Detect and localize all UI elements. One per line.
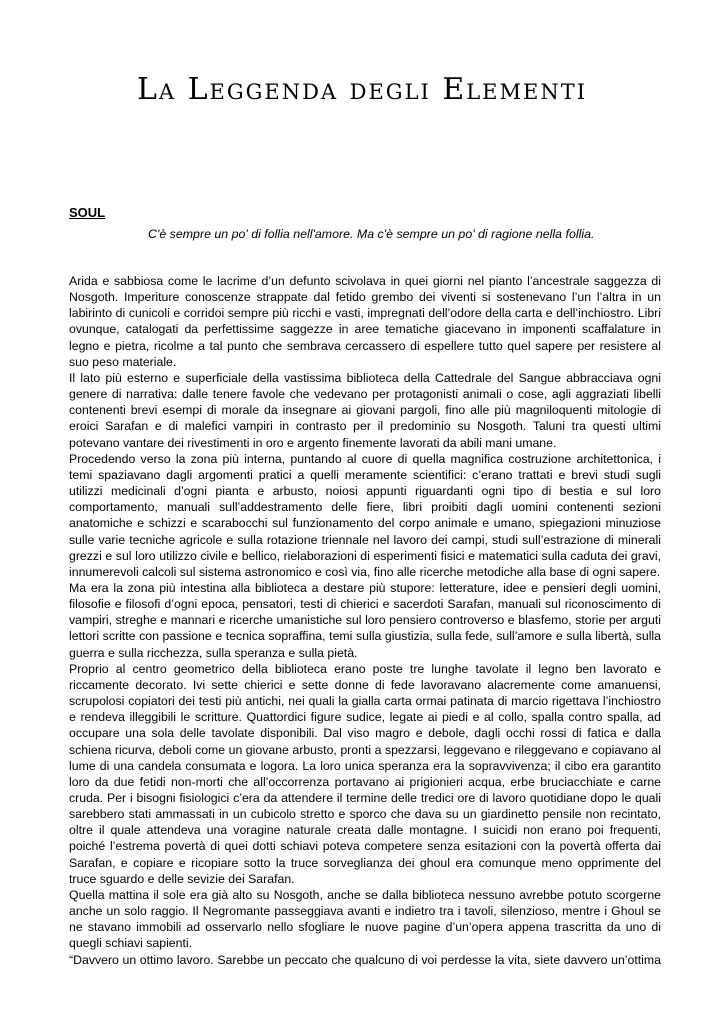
paragraph: Arida e sabbiosa come le lacrime d’un defunto scivolava in quei giorni nel pianto l’ancestrale saggezza di Nosgoth. Imperiture conoscenze strappate dal fetido grembo dei viventi si sostenevano l’un l’altra in un labirinto di cunicoli e corridoi sempre più ricchi e vasti, impregnati dell’odore della carta e dell’inchiostro. Libri ovunque, catalogati da perfettissime saggezze in aree tematiche giacevano in imponenti scaffalature in legno e pietra, ricolme a tal punto che sembrava cercassero di espellere tutto quel sapere per resistere al suo peso materiale. (69, 274, 661, 369)
paragraph: Ma era la zona più intestina alla biblioteca a destare più stupore: letterature, idee e pensieri degli uomini, filosofie e filosofi d’ogni epoca, pensatori, testi di chierici e sacerdoti Sarafan, manuali sul riconoscimento di vampiri, streghe e mannari e ricerche umanistiche sul loro pensiero controverso e blasfemo, storie per arguti lettori scritte con passione e tecnica sopraffina, temi sulla giustizia, sulla fede, sull’amore e sulla libertà, sulla guerra e sulla ricchezza, sulla speranza e sulla pietà. (69, 580, 661, 660)
epigraph-quote: C'è sempre un po' di follia nell'amore. Ma c'è sempre un po' di ragione nella follia. (148, 227, 595, 241)
paragraph: Procedendo verso la zona più interna, puntando al cuore di quella magnifica costruzione architettonica, i temi spaziavano dagli argomenti pratici a quelli meramente scientifici: c’erano trattati e brevi studi sugli utilizzi medicinali d’ogni pianta e arbusto, noiosi appunti riguardanti ogni tipo di bestia e sul loro comportamento, manuali sull’addestramento delle fiere, libri proibiti dagli uomini contenenti sezioni anatomiche e schizzi e scarabocchi sul funzionamento del corpo animale e umano, spiegazioni minuziose sulle varie tecniche agricole e sulla rotazione triennale nel lavoro dei campi, studi sull’estrazione di minerali grezzi e sul loro utilizzo civile e bellico, rielaborazioni di esperimenti fisici e matematici sulla caduta dei gravi, innumerevoli calcoli sul sistema astronomico e così via, fino alle ricerche metodiche alla base di ogni sapere. (69, 451, 661, 579)
paragraph: Il lato più esterno e superficiale della vastissima biblioteca della Cattedrale del Sangue abbracciava ogni genere di narrativa: dalle tenere favole che vedevano per protagonisti animali o cose, agli aggraziati libelli contenenti brevi esempi di morale da insegnare ai giovani pargoli, fino alle più magniloquenti mitologie di eroici Sarafan e di malefici vampiri in contrasto per il predominio su Nosgoth. Taluni tra questi ultimi potevano vantare dei rivestimenti in oro e argento finemente lavorati da abili mani umane. (69, 370, 661, 450)
section-heading: SOUL (69, 205, 106, 220)
paragraph: Quella mattina il sole era già alto su Nosgoth, anche se dalla biblioteca nessuno avrebbe potuto scorgerne anche un solo raggio. Il Negromante passeggiava avanti e indietro tra i tavoli, silenzioso, mentre i Ghoul se ne stavano immobili ad osservarlo nello sfogliare le nuove pagine d’un’opera appena trascritta da uno di quegli schiavi sapienti. (69, 887, 661, 951)
document-title: La Leggenda degli Elementi (136, 72, 588, 107)
paragraph: Proprio al centro geometrico della biblioteca erano poste tre lunghe tavolate il legno ben lavorato e riccamente decorato. Ivi sette chierici e sette donne di fede lavoravano alacremente come amanuensi, scrupolosi copiatori dei testi più antichi, nei quali la gialla carta ormai patinata di marcio rigettava l’inchiostro e rendeva illeggibili le scritture. Quattordici figure sudice, legate ai piedi e al collo, spalla contro spalla, ad occupare una sola delle tavolate disponibili. Dal viso magro e debole, dagli occhi rossi di fatica e dalla schiena ricurva, deboli come un giovane arbusto, pronti a spezzarsi, leggevano e rileggevano e copiavano al lume di una candela consumata e logora. La loro unica speranza era la sopravvivenza; il cibo era garantito loro da due fetidi non-morti che all’occorrenza portavano ai prigionieri acqua, erbe bruciacchiate e carne cruda. Per i bisogni fisiologici c’era da attendere il termine delle tredici ore di lavoro quotidiane dopo le quali sarebbero stati ammassati in un cubicolo stretto e sporco che dava su un giardinetto pensile non recintato, oltre il quale attendeva una voragine naturale creata dalle montagne. I suicidi non erano poi frequenti, poiché l’estrema povertà di quei dotti schiavi poteva competere senza esitazioni con la povertà offerta dai Sarafan, e copiare e ricopiare sotto la truce sorveglianza dei ghoul era comunque meno opprimente del truce sguardo e delle sevizie dei Sarafan. (69, 661, 661, 886)
paragraph: “Davvero un ottimo lavoro. Sarebbe un peccato che qualcuno di voi perdesse la vita, siete davvero un’ottima (69, 952, 661, 967)
body-text (69, 273, 661, 968)
